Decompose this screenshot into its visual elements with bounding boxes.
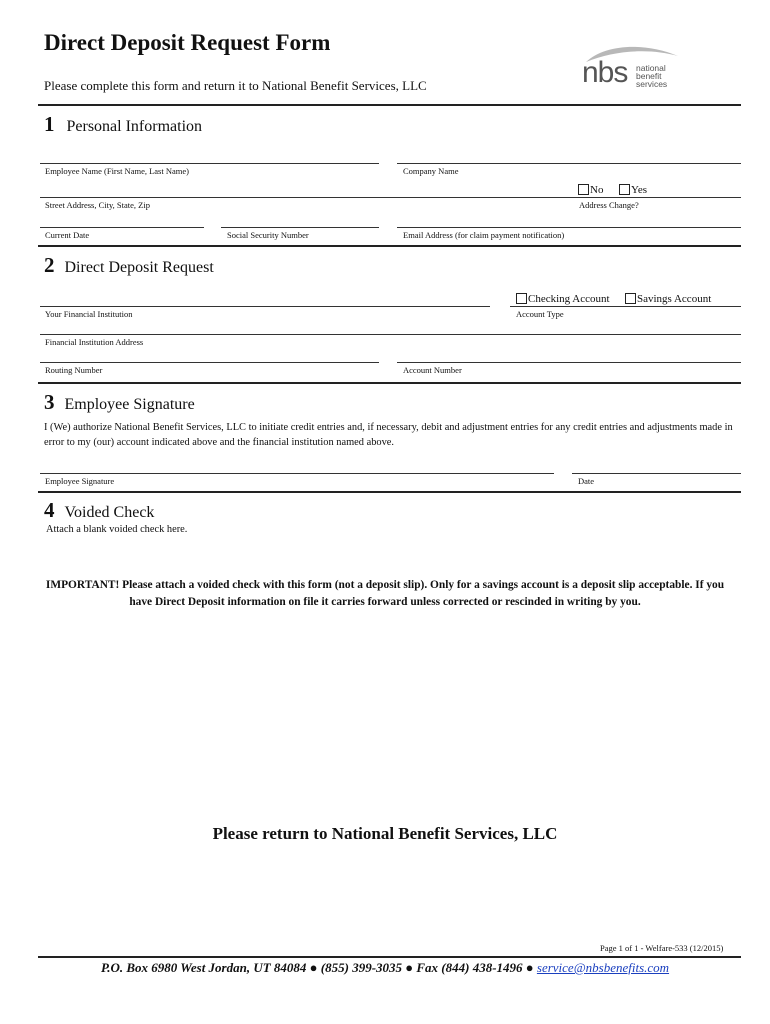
institution-address-label: Financial Institution Address: [45, 337, 144, 347]
email-field[interactable]: [397, 227, 741, 228]
logo-tagline-1: national: [636, 63, 666, 73]
voided-check-instruction: Attach a blank voided check here.: [46, 524, 188, 535]
return-instruction: Please return to National Benefit Services, LLC: [212, 824, 558, 843]
footer-contact: [0, 960, 770, 976]
checking-label: Checking Account: [528, 293, 610, 305]
nbs-logo: [580, 42, 680, 98]
section-number: 3: [44, 390, 55, 414]
section-title: Employee Signature: [64, 396, 195, 413]
address-change-no-option[interactable]: [578, 184, 603, 196]
savings-account-option[interactable]: [625, 293, 711, 305]
header-divider: [38, 104, 741, 106]
section-number: 2: [44, 253, 55, 277]
page-info: Page 1 of 1 - Welfare-533 (12/2015): [600, 943, 724, 953]
no-checkbox[interactable]: [578, 184, 589, 195]
institution-address-field[interactable]: [40, 334, 741, 335]
logo-tagline-2: benefit: [636, 71, 662, 81]
form-subtitle: Please complete this form and return it to National Benefit Services, LLC: [44, 78, 427, 93]
footer-address: P.O. Box 6980 West Jordan, UT 84084 ● (855) 399-3035 ● Fax (844) 438-1496 ●: [100, 960, 537, 975]
street-address-field[interactable]: [40, 197, 741, 198]
account-type-field: [510, 306, 741, 307]
routing-number-field[interactable]: [40, 362, 379, 363]
financial-institution-field[interactable]: [40, 306, 490, 307]
account-number-label: Account Number: [403, 365, 462, 375]
section-number: 1: [44, 112, 55, 136]
savings-label: Savings Account: [637, 293, 712, 305]
footer-email-link[interactable]: service@nbsbenefits.com: [536, 960, 670, 975]
yes-label: Yes: [631, 184, 648, 196]
logo-tagline-3: services: [636, 79, 668, 89]
section-2-heading: [44, 253, 214, 278]
section-title: Direct Deposit Request: [64, 259, 214, 276]
employee-signature-field[interactable]: [40, 473, 554, 474]
email-label: Email Address (for claim payment notification): [403, 230, 565, 240]
logo-wordmark: nbs: [582, 56, 628, 89]
current-date-field[interactable]: [40, 227, 204, 228]
no-label: No: [590, 184, 604, 196]
signature-date-label: Date: [578, 476, 595, 486]
footer-divider: [38, 956, 741, 958]
address-change-yes-option[interactable]: [619, 184, 647, 196]
account-type-label: Account Type: [516, 309, 564, 319]
important-notice: IMPORTANT! Please attach a voided check with this form (not a deposit slip). Only for a savings account is a deposit slip acceptable. If you have Direct Deposit information on file it carries forward unless corrected or rescinded in writing by you.: [45, 579, 725, 608]
routing-number-label: Routing Number: [45, 365, 103, 375]
section-3-heading: [44, 390, 195, 415]
employee-name-field[interactable]: [40, 163, 379, 164]
ssn-field[interactable]: [221, 227, 379, 228]
section-divider: [38, 245, 741, 247]
financial-institution-label: Your Financial Institution: [45, 309, 133, 319]
section-title: Voided Check: [64, 504, 155, 521]
section-title: Personal Information: [66, 118, 203, 135]
employee-signature-label: Employee Signature: [45, 476, 115, 486]
current-date-label: Current Date: [45, 230, 90, 240]
account-number-field[interactable]: [397, 362, 741, 363]
company-name-field[interactable]: [397, 163, 741, 164]
address-change-label: Address Change?: [579, 200, 639, 210]
authorization-text: I (We) authorize National Benefit Services, LLC to initiate credit entries and, if necessary, debit and adjustment entries for any credit entries and adjustments made in error to my (our) account indicated above and the financial institution named above.: [44, 422, 733, 448]
section-number: 4: [44, 498, 55, 522]
ssn-label: Social Security Number: [227, 230, 309, 240]
signature-date-field[interactable]: [572, 473, 741, 474]
savings-checkbox[interactable]: [625, 293, 636, 304]
yes-checkbox[interactable]: [619, 184, 630, 195]
checking-account-option[interactable]: [516, 293, 610, 305]
section-divider: [38, 382, 741, 384]
section-1-heading: [44, 112, 202, 137]
section-divider: [38, 491, 741, 493]
section-4-heading: [44, 498, 154, 523]
employee-name-label: Employee Name (First Name, Last Name): [45, 166, 189, 176]
form-title: Direct Deposit Request Form: [44, 30, 331, 55]
company-name-label: Company Name: [403, 166, 459, 176]
checking-checkbox[interactable]: [516, 293, 527, 304]
street-address-label: Street Address, City, State, Zip: [45, 200, 150, 210]
